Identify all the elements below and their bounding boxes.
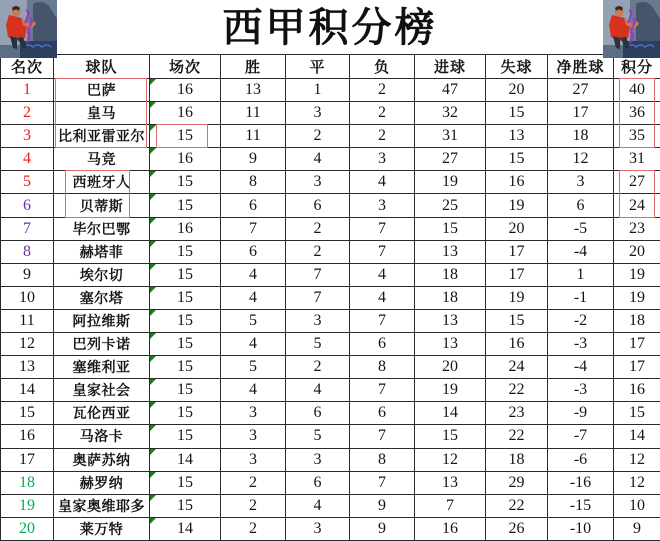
gf-cell: 13 xyxy=(415,241,486,264)
pts-cell: 24 xyxy=(614,194,660,217)
rank-cell: 16 xyxy=(1,425,54,448)
played-cell: 16 xyxy=(150,102,221,125)
ga-cell: 22 xyxy=(486,379,548,402)
ga-cell: 22 xyxy=(486,495,548,518)
column-header-played: 场次 xyxy=(150,55,221,79)
rank-cell: 5 xyxy=(1,171,54,194)
pts-cell: 17 xyxy=(614,333,660,356)
team-name-cell: 巴列卡诺 xyxy=(54,333,150,356)
ga-cell: 17 xyxy=(486,241,548,264)
played-cell: 15 xyxy=(150,125,221,148)
pts-cell: 20 xyxy=(614,241,660,264)
drawn-cell: 5 xyxy=(286,333,350,356)
gd-cell: -16 xyxy=(548,472,614,495)
team-name-cell: 皇家奥维耶多 xyxy=(54,495,150,518)
lost-cell: 6 xyxy=(350,402,415,425)
gf-cell: 31 xyxy=(415,125,486,148)
team-name-cell: 马竞 xyxy=(54,148,150,171)
gd-cell: -3 xyxy=(548,333,614,356)
won-cell: 4 xyxy=(221,379,286,402)
gf-cell: 18 xyxy=(415,287,486,310)
lost-cell: 7 xyxy=(350,472,415,495)
lost-cell: 8 xyxy=(350,449,415,472)
rank-cell: 20 xyxy=(1,518,54,541)
gf-cell: 18 xyxy=(415,264,486,287)
won-cell: 7 xyxy=(221,218,286,241)
standings-table xyxy=(0,54,660,541)
rank-cell: 13 xyxy=(1,356,54,379)
column-header-gd: 净胜球 xyxy=(548,55,614,79)
team-name-cell: 赫罗纳 xyxy=(54,472,150,495)
rank-cell: 18 xyxy=(1,472,54,495)
football-player-watermark-left-icon xyxy=(0,0,57,58)
pts-cell: 15 xyxy=(614,402,660,425)
page-title: 西甲积分榜 xyxy=(222,5,438,50)
played-cell: 16 xyxy=(150,218,221,241)
football-player-watermark-right-icon xyxy=(603,0,660,58)
gd-cell: 18 xyxy=(548,125,614,148)
ga-cell: 22 xyxy=(486,425,548,448)
gf-cell: 13 xyxy=(415,310,486,333)
column-header-rank: 名次 xyxy=(1,55,54,79)
column-header-team: 球队 xyxy=(54,55,150,79)
column-header-won: 胜 xyxy=(221,55,286,79)
column-header-lost: 负 xyxy=(350,55,415,79)
lost-cell: 2 xyxy=(350,102,415,125)
pts-cell: 14 xyxy=(614,425,660,448)
title-bar xyxy=(0,0,660,54)
pts-cell: 27 xyxy=(614,171,660,194)
ga-cell: 23 xyxy=(486,402,548,425)
won-cell: 4 xyxy=(221,287,286,310)
gd-cell: 1 xyxy=(548,264,614,287)
won-cell: 2 xyxy=(221,518,286,541)
team-name-cell: 马洛卡 xyxy=(54,425,150,448)
rank-cell: 10 xyxy=(1,287,54,310)
won-cell: 9 xyxy=(221,148,286,171)
gd-cell: -4 xyxy=(548,241,614,264)
gf-cell: 19 xyxy=(415,379,486,402)
won-cell: 8 xyxy=(221,171,286,194)
played-cell: 15 xyxy=(150,495,221,518)
rank-cell: 14 xyxy=(1,379,54,402)
drawn-cell: 7 xyxy=(286,287,350,310)
lost-cell: 4 xyxy=(350,287,415,310)
ga-cell: 19 xyxy=(486,287,548,310)
rank-cell: 6 xyxy=(1,194,54,217)
played-cell: 15 xyxy=(150,171,221,194)
gf-cell: 47 xyxy=(415,79,486,102)
played-cell: 16 xyxy=(150,79,221,102)
ga-cell: 13 xyxy=(486,125,548,148)
gf-cell: 16 xyxy=(415,518,486,541)
played-cell: 15 xyxy=(150,472,221,495)
played-cell: 15 xyxy=(150,194,221,217)
gf-cell: 7 xyxy=(415,495,486,518)
ga-cell: 20 xyxy=(486,218,548,241)
column-header-drawn: 平 xyxy=(286,55,350,79)
won-cell: 3 xyxy=(221,402,286,425)
drawn-cell: 2 xyxy=(286,125,350,148)
rank-cell: 19 xyxy=(1,495,54,518)
drawn-cell: 3 xyxy=(286,449,350,472)
ga-cell: 16 xyxy=(486,171,548,194)
drawn-cell: 2 xyxy=(286,356,350,379)
rank-cell: 15 xyxy=(1,402,54,425)
drawn-cell: 1 xyxy=(286,79,350,102)
drawn-cell: 2 xyxy=(286,241,350,264)
rank-cell: 3 xyxy=(1,125,54,148)
won-cell: 2 xyxy=(221,495,286,518)
gf-cell: 19 xyxy=(415,171,486,194)
ga-cell: 19 xyxy=(486,194,548,217)
ga-cell: 29 xyxy=(486,472,548,495)
gf-cell: 15 xyxy=(415,425,486,448)
ga-cell: 18 xyxy=(486,449,548,472)
won-cell: 11 xyxy=(221,102,286,125)
won-cell: 11 xyxy=(221,125,286,148)
won-cell: 3 xyxy=(221,425,286,448)
gd-cell: -3 xyxy=(548,379,614,402)
played-cell: 15 xyxy=(150,402,221,425)
team-name-cell: 比利亚雷亚尔 xyxy=(54,125,150,148)
played-cell: 15 xyxy=(150,264,221,287)
lost-cell: 7 xyxy=(350,218,415,241)
won-cell: 5 xyxy=(221,310,286,333)
pts-cell: 9 xyxy=(614,518,660,541)
ga-cell: 16 xyxy=(486,333,548,356)
drawn-cell: 3 xyxy=(286,171,350,194)
won-cell: 5 xyxy=(221,356,286,379)
gd-cell: 3 xyxy=(548,171,614,194)
team-name-cell: 阿拉维斯 xyxy=(54,310,150,333)
won-cell: 6 xyxy=(221,241,286,264)
lost-cell: 9 xyxy=(350,518,415,541)
column-header-pts: 积分 xyxy=(614,55,660,79)
played-cell: 16 xyxy=(150,148,221,171)
pts-cell: 12 xyxy=(614,449,660,472)
lost-cell: 9 xyxy=(350,495,415,518)
drawn-cell: 6 xyxy=(286,402,350,425)
rank-cell: 2 xyxy=(1,102,54,125)
gd-cell: 6 xyxy=(548,194,614,217)
team-name-cell: 埃尔切 xyxy=(54,264,150,287)
won-cell: 3 xyxy=(221,449,286,472)
drawn-cell: 7 xyxy=(286,264,350,287)
drawn-cell: 6 xyxy=(286,194,350,217)
drawn-cell: 3 xyxy=(286,310,350,333)
played-cell: 15 xyxy=(150,356,221,379)
gf-cell: 14 xyxy=(415,402,486,425)
gd-cell: -2 xyxy=(548,310,614,333)
pts-cell: 36 xyxy=(614,102,660,125)
lost-cell: 4 xyxy=(350,264,415,287)
lost-cell: 7 xyxy=(350,241,415,264)
pts-cell: 40 xyxy=(614,79,660,102)
won-cell: 13 xyxy=(221,79,286,102)
ga-cell: 15 xyxy=(486,310,548,333)
team-name-cell: 巴萨 xyxy=(54,79,150,102)
pts-cell: 19 xyxy=(614,287,660,310)
team-name-cell: 瓦伦西亚 xyxy=(54,402,150,425)
lost-cell: 7 xyxy=(350,379,415,402)
gf-cell: 27 xyxy=(415,148,486,171)
ga-cell: 15 xyxy=(486,148,548,171)
rank-cell: 11 xyxy=(1,310,54,333)
lost-cell: 2 xyxy=(350,79,415,102)
pts-cell: 18 xyxy=(614,310,660,333)
lost-cell: 6 xyxy=(350,333,415,356)
played-cell: 14 xyxy=(150,518,221,541)
column-header-gf: 进球 xyxy=(415,55,486,79)
team-name-cell: 奥萨苏纳 xyxy=(54,449,150,472)
played-cell: 14 xyxy=(150,449,221,472)
lost-cell: 7 xyxy=(350,310,415,333)
played-cell: 15 xyxy=(150,333,221,356)
won-cell: 6 xyxy=(221,194,286,217)
lost-cell: 4 xyxy=(350,171,415,194)
gd-cell: -10 xyxy=(548,518,614,541)
gd-cell: 12 xyxy=(548,148,614,171)
gf-cell: 25 xyxy=(415,194,486,217)
gd-cell: -5 xyxy=(548,218,614,241)
lost-cell: 8 xyxy=(350,356,415,379)
pts-cell: 16 xyxy=(614,379,660,402)
gd-cell: -6 xyxy=(548,449,614,472)
won-cell: 4 xyxy=(221,264,286,287)
gf-cell: 15 xyxy=(415,218,486,241)
drawn-cell: 6 xyxy=(286,472,350,495)
pts-cell: 10 xyxy=(614,495,660,518)
team-name-cell: 贝蒂斯 xyxy=(54,194,150,217)
pts-cell: 17 xyxy=(614,356,660,379)
drawn-cell: 5 xyxy=(286,425,350,448)
team-name-cell: 皇马 xyxy=(54,102,150,125)
gd-cell: -4 xyxy=(548,356,614,379)
drawn-cell: 2 xyxy=(286,218,350,241)
drawn-cell: 4 xyxy=(286,148,350,171)
won-cell: 2 xyxy=(221,472,286,495)
rank-cell: 17 xyxy=(1,449,54,472)
drawn-cell: 4 xyxy=(286,379,350,402)
team-name-cell: 莱万特 xyxy=(54,518,150,541)
gd-cell: -1 xyxy=(548,287,614,310)
rank-cell: 1 xyxy=(1,79,54,102)
team-name-cell: 皇家社会 xyxy=(54,379,150,402)
played-cell: 15 xyxy=(150,241,221,264)
played-cell: 15 xyxy=(150,287,221,310)
ga-cell: 20 xyxy=(486,79,548,102)
team-name-cell: 西班牙人 xyxy=(54,171,150,194)
team-name-cell: 塞尔塔 xyxy=(54,287,150,310)
team-name-cell: 塞维利亚 xyxy=(54,356,150,379)
ga-cell: 26 xyxy=(486,518,548,541)
won-cell: 4 xyxy=(221,333,286,356)
played-cell: 15 xyxy=(150,425,221,448)
played-cell: 15 xyxy=(150,379,221,402)
gd-cell: -7 xyxy=(548,425,614,448)
pts-cell: 35 xyxy=(614,125,660,148)
rank-cell: 8 xyxy=(1,241,54,264)
lost-cell: 3 xyxy=(350,194,415,217)
pts-cell: 12 xyxy=(614,472,660,495)
gd-cell: -9 xyxy=(548,402,614,425)
pts-cell: 31 xyxy=(614,148,660,171)
team-name-cell: 毕尔巴鄂 xyxy=(54,218,150,241)
team-name-cell: 赫塔菲 xyxy=(54,241,150,264)
gf-cell: 13 xyxy=(415,472,486,495)
lost-cell: 2 xyxy=(350,125,415,148)
gd-cell: 17 xyxy=(548,102,614,125)
drawn-cell: 3 xyxy=(286,102,350,125)
pts-cell: 19 xyxy=(614,264,660,287)
pts-cell: 23 xyxy=(614,218,660,241)
drawn-cell: 4 xyxy=(286,495,350,518)
rank-cell: 4 xyxy=(1,148,54,171)
gd-cell: -15 xyxy=(548,495,614,518)
gf-cell: 12 xyxy=(415,449,486,472)
gf-cell: 13 xyxy=(415,333,486,356)
rank-cell: 12 xyxy=(1,333,54,356)
column-header-ga: 失球 xyxy=(486,55,548,79)
ga-cell: 15 xyxy=(486,102,548,125)
rank-cell: 9 xyxy=(1,264,54,287)
lost-cell: 7 xyxy=(350,425,415,448)
gd-cell: 27 xyxy=(548,79,614,102)
gf-cell: 20 xyxy=(415,356,486,379)
ga-cell: 24 xyxy=(486,356,548,379)
rank-cell: 7 xyxy=(1,218,54,241)
drawn-cell: 3 xyxy=(286,518,350,541)
played-cell: 15 xyxy=(150,310,221,333)
gf-cell: 32 xyxy=(415,102,486,125)
ga-cell: 17 xyxy=(486,264,548,287)
lost-cell: 3 xyxy=(350,148,415,171)
